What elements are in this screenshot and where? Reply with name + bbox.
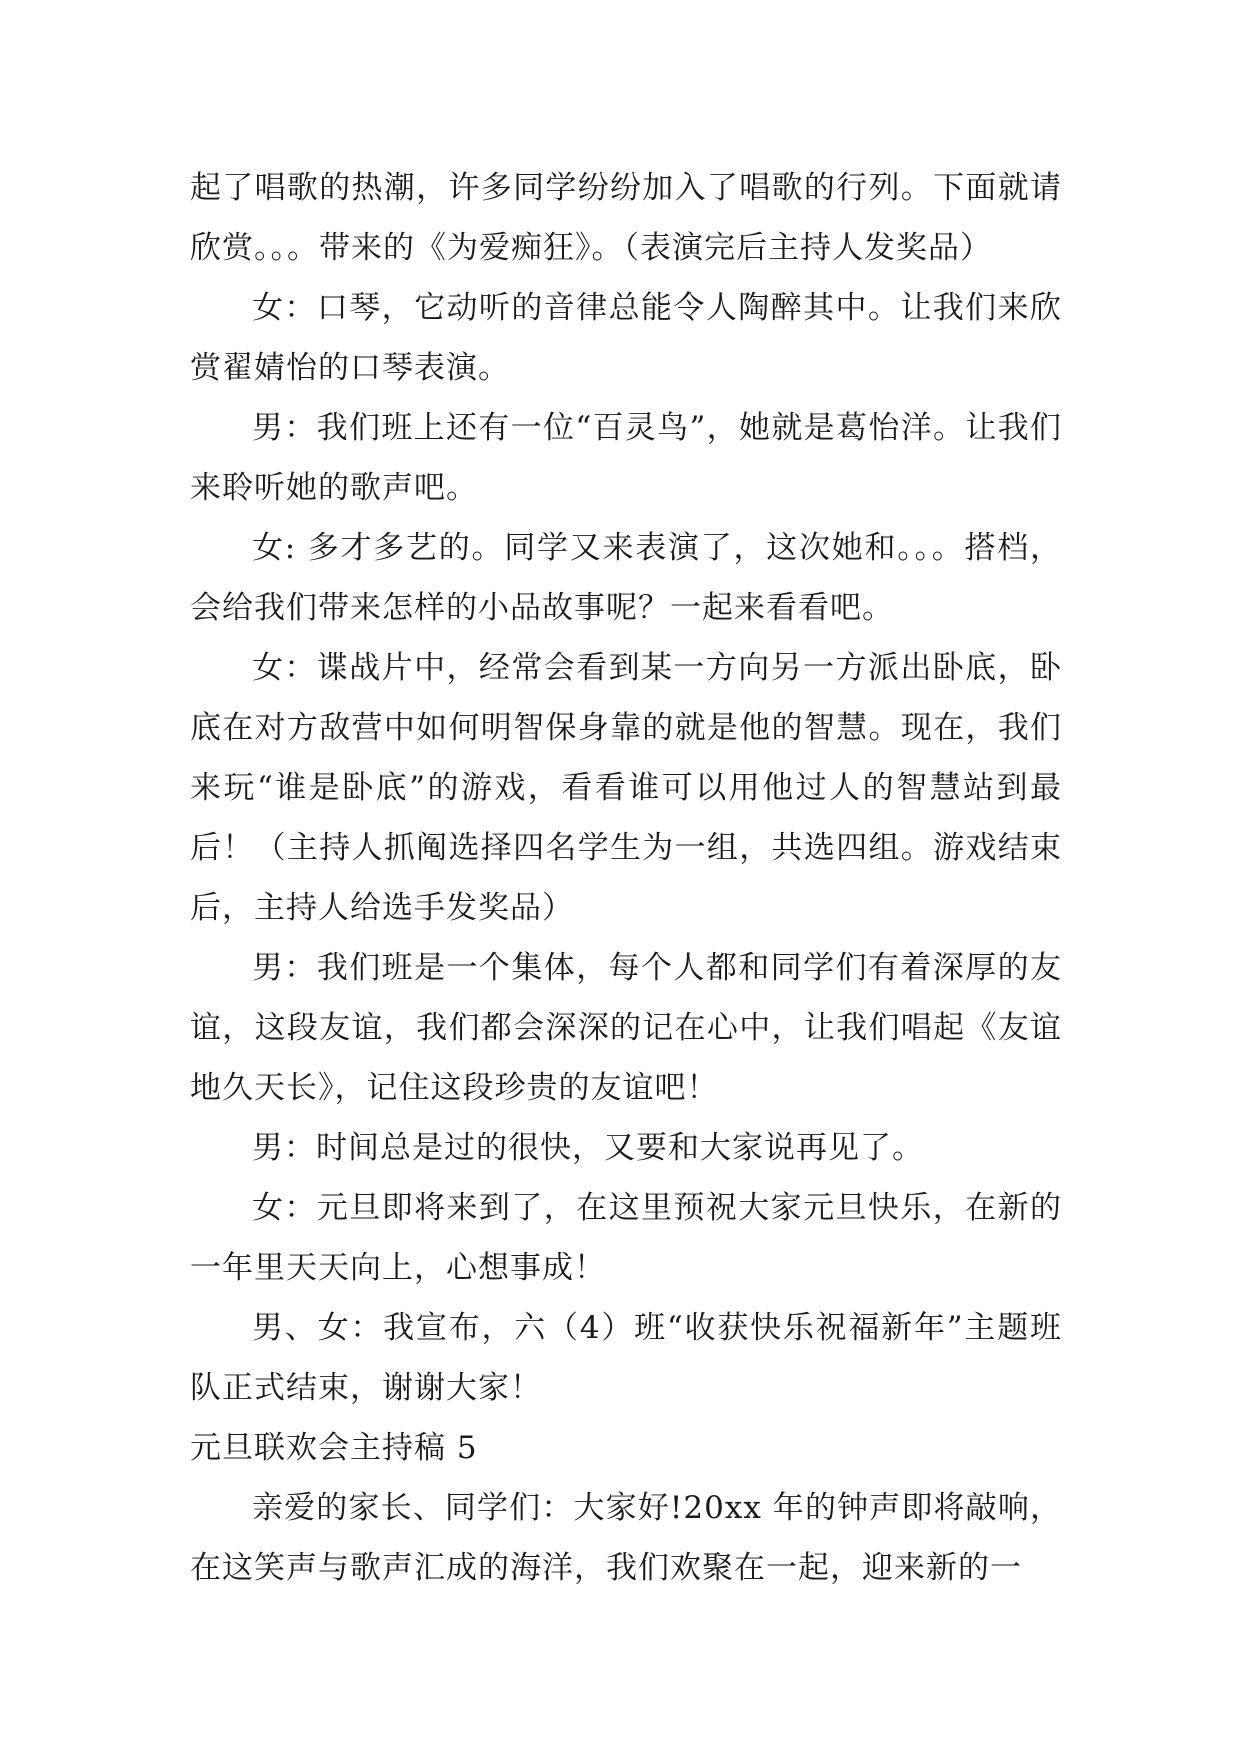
paragraph-undercover-game: 女：谍战片中，经常会看到某一方向另一方派出卧底，卧底在对方敌营中如何明智保身靠的就是他的智慧。现在，我们来玩“谁是卧底”的游戏，看看谁可以用他过人的智慧站到最后！（主持人抓阄选择四名学生为一组，共选四组。游戏结束后，主持人给选手发奖品） bbox=[190, 650, 1062, 926]
section-heading: 元旦联欢会主持稿 5 bbox=[190, 1430, 478, 1466]
paragraph-skit: 女: 多才多艺的。同学又来表演了，这次她和。。。搭档，会给我们带来怎样的小品故事呢？一起来看看吧。 bbox=[190, 530, 1062, 626]
paragraph-friendship: 男：我们班是一个集体，每个人都和同学们有着深厚的友谊，这段友谊，我们都会深深的记在心中，让我们唱起《友谊地久天长》，记住这段珍贵的友谊吧！ bbox=[190, 950, 1062, 1106]
paragraph-harmonica: 女：口琴，它动听的音律总能令人陶醉其中。让我们来欣赏翟婧怡的口琴表演。 bbox=[190, 290, 1062, 386]
paragraph-new-year-wish: 女：元旦即将来到了，在这里预祝大家元旦快乐，在新的一年里天天向上，心想事成！ bbox=[190, 1190, 1062, 1286]
paragraph-closing: 男、女：我宣布，六（4）班“收获快乐祝福新年”主题班队正式结束，谢谢大家！ bbox=[190, 1310, 1062, 1406]
document-body bbox=[190, 158, 1062, 1598]
paragraph-greeting: 亲爱的家长、同学们：大家好!20xx 年的钟声即将敲响，在这笑声与歌声汇成的海洋，我们欢聚在一起，迎来新的一 bbox=[190, 1490, 1062, 1586]
paragraph-farewell: 男：时间总是过的很快，又要和大家说再见了。 bbox=[252, 1130, 924, 1166]
paragraph-lark: 男：我们班上还有一位“百灵鸟”，她就是葛怡洋。让我们来聆听她的歌声吧。 bbox=[190, 410, 1062, 506]
paragraph-continued: 起了唱歌的热潮，许多同学纷纷加入了唱歌的行列。下面就请欣赏。。。带来的《为爱痴狂》。（表演完后主持人发奖品） bbox=[190, 170, 1062, 266]
